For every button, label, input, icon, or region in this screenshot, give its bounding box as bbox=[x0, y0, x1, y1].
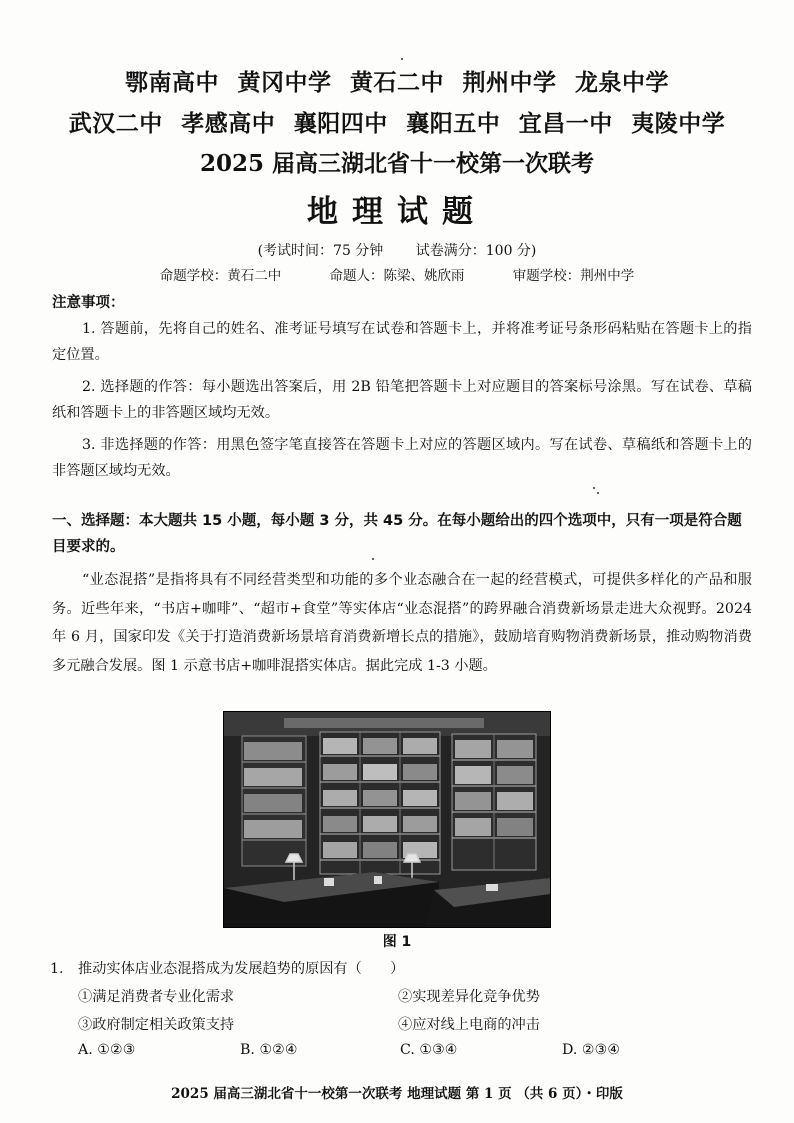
statement-item: ④应对线上电商的冲击 bbox=[398, 1017, 540, 1033]
question-1-stem bbox=[50, 958, 404, 978]
question-number: 1. bbox=[50, 961, 64, 977]
schools-row-2 bbox=[0, 105, 794, 138]
exam-time: (考试时间：75 分钟 bbox=[257, 243, 384, 259]
authors-line bbox=[0, 264, 794, 284]
scan-speck bbox=[372, 558, 374, 560]
school-name: 襄阳四中 bbox=[293, 111, 388, 137]
question-text: 推动实体店业态混搭成为发展趋势的原因有（ ） bbox=[78, 961, 405, 977]
statement-item: ①满足消费者专业化需求 bbox=[78, 989, 235, 1005]
school-name: 鄂南高中 bbox=[124, 70, 219, 96]
page-footer: 2025 届高三湖北省十一校第一次联考 地理试题 第 1 页 （共 6 页）・印版 bbox=[171, 1086, 623, 1102]
option-c: C. ①③④ bbox=[400, 1042, 458, 1058]
school-name: 孝感高中 bbox=[181, 111, 276, 137]
note-item: 1. 答题前，先将自己的姓名、准考证号填写在试卷和答题卡上，并将准考证号条形码粘贴在答题卡上的指定位置。 bbox=[52, 321, 752, 363]
section-heading: 一、选择题：本大题共 15 小题，每小题 3 分，共 45 分。在每小题给出的四个选项中，只有一项是符合题目要求的。 bbox=[52, 513, 742, 555]
school-name: 黄石二中 bbox=[350, 70, 444, 96]
school-name: 夷陵中学 bbox=[631, 111, 726, 137]
school-name: 荆州中学 bbox=[462, 70, 557, 96]
proposers: 命题人：陈梁、姚欣雨 bbox=[329, 268, 465, 284]
option-d: D. ②③④ bbox=[562, 1042, 621, 1058]
scan-speck bbox=[401, 58, 403, 60]
notes-title: 注意事项： bbox=[52, 295, 125, 311]
bookstore-cafe-illustration bbox=[224, 712, 550, 927]
scan-speck bbox=[597, 492, 599, 494]
option-b: B. ①②④ bbox=[240, 1042, 298, 1058]
exam-info bbox=[0, 240, 794, 260]
reviewing-school: 审题学校：荆州中学 bbox=[512, 268, 635, 284]
figure-caption: 图 1 bbox=[382, 934, 412, 950]
proposing-school: 命题学校：黄石二中 bbox=[159, 268, 282, 284]
statement-item: ③政府制定相关政策支持 bbox=[78, 1017, 235, 1033]
full-score: 试卷满分：100 分) bbox=[415, 243, 537, 259]
reading-passage: “业态混搭”是指将具有不同经营类型和功能的多个业态融合在一起的经营模式，可提供多样化的产品和服务。近些年来，“书店+咖啡”、“超市+食堂”等实体店“业态混搭”的跨界融合消费新场景走进大众视野。2024 年 6 月，国家印发《关于打造消费新场景培育消费新增长点的措施》，鼓励培育购物消费新场景，推动购物消费多元融合发展。图 1 示意书店+咖啡混搭实体店。据此完成 1-3 小题。 bbox=[52, 572, 752, 674]
school-name: 黄冈中学 bbox=[237, 70, 332, 96]
school-name: 武汉二中 bbox=[68, 111, 163, 137]
note-item: 2. 选择题的作答：每小题选出答案后，用 2B 铅笔把答题卡上对应题目的答案标号涂黑。写在试卷、草稿纸和答题卡上的非答题区域均无效。 bbox=[52, 379, 752, 421]
scan-speck bbox=[593, 487, 595, 489]
option-a: A. ①②③ bbox=[78, 1042, 136, 1058]
statement-item: ②实现差异化竞争优势 bbox=[398, 989, 540, 1005]
school-name: 襄阳五中 bbox=[406, 111, 501, 137]
schools-row-1 bbox=[0, 64, 794, 97]
school-name: 宜昌一中 bbox=[518, 111, 613, 137]
exam-title: 2025 届高三湖北省十一校第一次联考 bbox=[199, 150, 595, 177]
note-item: 3. 非选择题的作答：用黑色签字笔直接答在答题卡上对应的答题区域内。写在试卷、草稿纸和答题卡上的非答题区域均无效。 bbox=[52, 437, 752, 479]
subject-title: 地理试题 bbox=[307, 194, 487, 230]
school-name: 龙泉中学 bbox=[575, 70, 670, 96]
bookstore-cafe-photo bbox=[223, 711, 551, 928]
